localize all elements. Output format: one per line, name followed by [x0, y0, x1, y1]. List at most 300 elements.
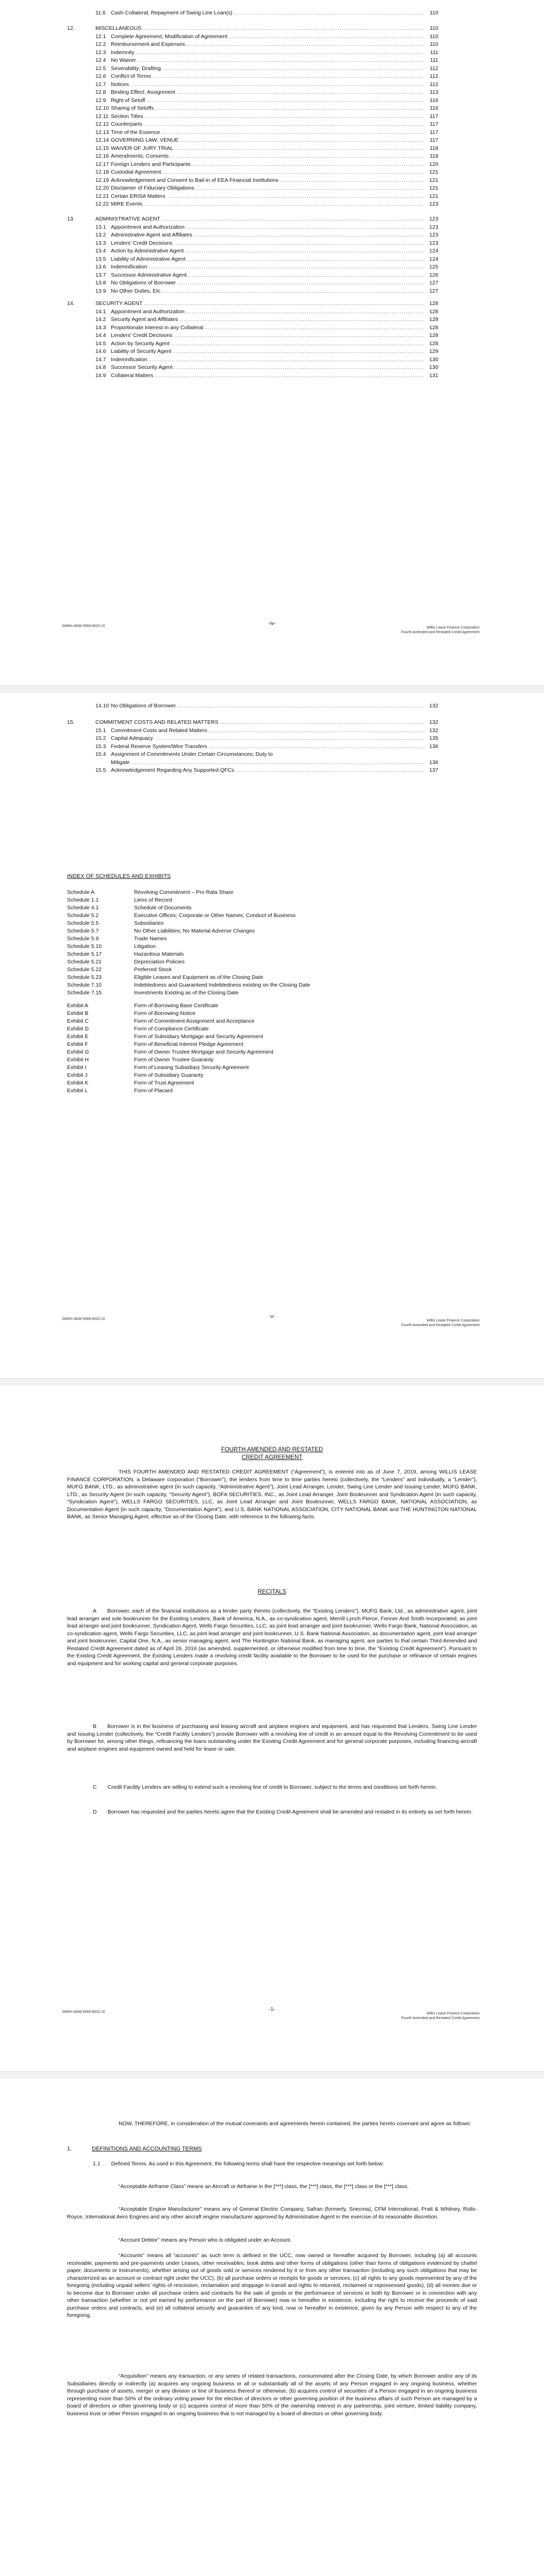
- toc-leader-dots: [111, 49, 424, 57]
- toc-sub-entry: [95, 767, 438, 775]
- toc-entry-title-text: Complete Agreement; Modification of Agreement: [111, 33, 227, 40]
- toc-leader-dots: [95, 25, 424, 33]
- toc-entry-number: 14.4: [95, 332, 106, 338]
- exhibit-row: [67, 1087, 173, 1095]
- toc-sub-entry: [95, 49, 438, 57]
- schedule-row: [67, 912, 295, 920]
- toc-entry-number: 12.20: [95, 185, 109, 191]
- toc-entry-title-text: Proportionate Interest in any Collateral: [111, 324, 204, 331]
- schedule-id: Schedule 7.15: [67, 990, 102, 996]
- toc-entry-page: 126: [428, 272, 438, 280]
- toc-entry-title: [111, 316, 179, 324]
- toc-entry-title: [111, 372, 154, 380]
- toc-entry-page: 128: [428, 316, 438, 324]
- exhibit-row: [67, 1033, 263, 1041]
- schedule-id: Schedule 5.10: [67, 943, 102, 950]
- toc-sub-entry: [95, 316, 438, 324]
- toc-entry-title: [111, 145, 174, 153]
- toc-entry-title: [111, 33, 228, 41]
- toc-sub-entry: [95, 57, 438, 65]
- toc-entry-title-text: Right of Setoff: [111, 97, 145, 104]
- toc-entry-title-text: Indemnification: [111, 264, 147, 270]
- schedule-id: Schedule 5.5: [67, 920, 99, 926]
- toc-entry-number: 14.1: [95, 308, 106, 315]
- toc-entry-title-text: Counterparts: [111, 121, 142, 127]
- toc-entry-title-text: Appointment and Authorization: [111, 308, 185, 315]
- toc-entry-title-text: Sharing of Setoffs: [111, 105, 154, 111]
- exhibit-id: Exhibit I: [67, 1064, 87, 1071]
- agreement-page-1: [0, 1386, 544, 2072]
- toc-entry-title: [111, 759, 131, 767]
- toc-top-entry: [95, 9, 438, 18]
- toc-entry-page: 128: [428, 324, 438, 332]
- toc-section-page: 132: [428, 719, 438, 727]
- schedule-row: [67, 958, 185, 966]
- toc-sub-entry: [95, 200, 438, 209]
- toc-leader-dots: [111, 57, 424, 65]
- exhibit-description: Form of Borrowing Notice: [134, 1010, 196, 1016]
- toc-entry-page: 117: [428, 113, 438, 121]
- toc-sub-entry: [95, 224, 438, 232]
- toc-sub-entry: [95, 340, 438, 348]
- toc-page-v: [0, 693, 544, 1379]
- toc-entry-title: [111, 161, 192, 169]
- toc-entry-title: [111, 256, 187, 264]
- toc-entry-title: [111, 272, 188, 280]
- toc-sub-entry: [95, 272, 438, 280]
- toc-section-title: [95, 719, 220, 727]
- def-accounts: “Accounts” means all “accounts” as such term is defined in the UCC, now owned or hereafter acquired by Borrower, including (a) all accounts receivable, payments and pre-payments under Leases, other receivables, book debts and other forms of obligations (other than forms of obligations evidenced by chattel paper, documents or instruments), whether arising out of goods sold or services rendered by it or from any other transaction (including any such obligations that may be characterized as an account or contract right under the UCC), (b) all purchase orders or receipts for goods or services, (c) all rights to any goods represented by any of the foregoing (including unpaid sellers’ rights of rescission, reclamation and stoppage in transit and rights to returned, reclaimed or repossessed goods), (d) all monies due or to become due to Borrower under all purchase orders and contracts for the sale of goods or the performance of services or both by Borrower or in connection with any other transaction (whether or not yet earned by performance on the part of Borrower) now or hereafter in existence, including the right to receive the proceeds of said purchase orders and contracts, and (e) all collateral security and guaranties of any kind, now or hereafter in existence, given by any Person with respect to any of the foregoing.: [67, 2252, 477, 2318]
- toc-sub-entry: [95, 145, 438, 153]
- toc-entry-title: [111, 121, 143, 129]
- recital-d: D Borrower has requested and the parties hereto agree that the Existing Credit Agreement shall be amended and restated in its entirety as set forth herein.: [93, 1809, 473, 1815]
- schedule-description: Indebtedness and Guaranteed Indebtedness existing on the Closing Date: [134, 982, 310, 988]
- toc-entry-number: 12.5: [95, 65, 106, 72]
- toc-leader-dots: [111, 759, 424, 767]
- toc-entry-number: 12.9: [95, 97, 106, 104]
- toc-entry-number: 12.15: [95, 145, 109, 151]
- toc-entry-title-text: Cash Collateral; Repayment of Swing Line Loan(s): [111, 10, 233, 16]
- toc-entry-title: [111, 743, 208, 751]
- toc-entry-title: [111, 727, 208, 735]
- article-heading: [67, 2146, 202, 2152]
- toc-leader-dots: [111, 356, 424, 364]
- toc-entry-title-text: Custodial Agreement: [111, 169, 161, 175]
- toc-sub-entry: [95, 279, 438, 287]
- toc-sub-block: [95, 727, 438, 775]
- toc-entry-title: [111, 702, 177, 710]
- toc-sub-entry: [95, 743, 438, 751]
- toc-leader-dots: [111, 121, 424, 129]
- exhibit-row: [67, 1010, 195, 1018]
- toc-entry-title: [111, 65, 162, 73]
- toc-sub-entry: [95, 193, 438, 201]
- toc-entry-title: [111, 231, 193, 240]
- toc-entry-title: [111, 200, 143, 209]
- toc-sub-entry: [95, 231, 438, 240]
- toc-entry-title-text: No Obligations of Borrower: [111, 280, 176, 286]
- toc-entry-page: 136: [428, 759, 438, 767]
- toc-entry-title-text: Lenders' Credit Decisions: [111, 332, 173, 338]
- toc-entry-page: 117: [428, 129, 438, 137]
- toc-sub-entry: [95, 240, 438, 248]
- toc-entry-number: 12.22: [95, 201, 109, 207]
- toc-entry-title: [111, 279, 177, 287]
- exhibit-id: Exhibit A: [67, 1003, 88, 1009]
- toc-sub-entry: [95, 89, 438, 97]
- toc-sub-entry: [95, 129, 438, 137]
- schedule-id: Schedule 5.7: [67, 928, 99, 934]
- agreement-page-2: [0, 2079, 544, 2576]
- toc-sub-entry: [95, 121, 438, 129]
- toc-sub-entry: [95, 348, 438, 356]
- toc-entry-title-text: Liability of Security Agent: [111, 348, 172, 354]
- article-number: 1.: [67, 2146, 72, 2152]
- schedule-id: Schedule 5.22: [67, 967, 102, 973]
- toc-entry-number: 13.3: [95, 240, 106, 246]
- toc-sub-entry: [95, 751, 438, 759]
- page-number: -1-: [269, 2007, 275, 2012]
- toc-entry-page: 116: [428, 105, 438, 113]
- toc-entry-page: 123: [428, 231, 438, 240]
- schedule-id: Schedule 4.1: [67, 905, 99, 911]
- exhibit-row: [67, 1079, 194, 1087]
- toc-sub-entry: [95, 256, 438, 264]
- toc-section-title-text: MISCELLANEOUS: [95, 25, 142, 31]
- toc-sub-entry: [95, 168, 438, 177]
- toc-entry-title-text: Severability; Drafting: [111, 65, 161, 72]
- agreement-title-2: CREDIT AGREEMENT: [241, 1454, 303, 1461]
- toc-entry-page: 121: [428, 168, 438, 177]
- schedule-id: Schedule 5.17: [67, 951, 102, 957]
- toc-section-heading: [67, 25, 438, 33]
- toc-entry-page: 135: [428, 735, 438, 743]
- toc-entry-number: 14.9: [95, 372, 106, 379]
- toc-entry-page: 118: [428, 145, 438, 153]
- toc-entry-number: 12.6: [95, 73, 106, 79]
- toc-entry-title-text: Capital Adequacy: [111, 735, 153, 741]
- article-title: DEFINITIONS AND ACCOUNTING TERMS: [92, 2146, 202, 2152]
- schedule-row: [67, 974, 263, 981]
- toc-entry-number: 15.5: [95, 767, 106, 773]
- toc-entry-title-text: Administrative Agent and Affiliates: [111, 232, 192, 238]
- toc-sub-entry: [95, 177, 438, 185]
- toc-entry-page: 112: [428, 81, 438, 89]
- toc-entry-title-text: Indemnity: [111, 49, 135, 56]
- toc-entry-page: 116: [428, 97, 438, 105]
- def-acceptable-engine-manufacturer: “Acceptable Engine Manufacturer” means any of General Electric Company, Safran (formerly, Snecma), CFM International, Pratt & Whitney, Rolls-Royce, International Aero Engines and any other aircraft engine manufacturer approved by Administrative Agent in the exercise of its reasonable discretion.: [67, 2206, 477, 2220]
- toc-entry-title-text: Security Agent and Affiliates: [111, 316, 178, 323]
- toc-entry-title: [111, 263, 149, 272]
- schedule-description: Revolving Commitment – Pro Rata Share: [134, 889, 234, 895]
- exhibit-description: Form of Subsidiary Mortgage and Security Agreement: [134, 1033, 263, 1040]
- toc-entry-title: [111, 735, 154, 743]
- toc-entry-title-text: Indemnification: [111, 356, 147, 363]
- exhibit-row: [67, 1002, 218, 1010]
- toc-entry-title-text: Disclaimer of Fiduciary Obligations: [111, 185, 194, 191]
- toc-entry-title: [111, 364, 174, 372]
- toc-entry-number: 13.6: [95, 264, 106, 270]
- toc-entry-page: 124: [428, 256, 438, 264]
- toc-entry-number: 14.6: [95, 348, 106, 354]
- toc-sub-block: [95, 308, 438, 380]
- toc-entry-number: 14.2: [95, 316, 106, 323]
- toc-entry-number: 12.18: [95, 169, 109, 175]
- toc-entry-title: [111, 767, 235, 775]
- footer-doc-id: SMRH:4838-5569-8020.10: [62, 1317, 105, 1321]
- toc-sub-entry: [95, 324, 438, 332]
- schedule-description: Subsidiaries: [134, 920, 164, 926]
- schedule-id: Schedule 1.1: [67, 897, 99, 903]
- toc-entry-number: 14.8: [95, 364, 106, 370]
- toc-section-page: 123: [428, 215, 438, 224]
- schedule-id: Schedule 5.2: [67, 912, 99, 919]
- schedule-id: Schedule 5.23: [67, 974, 102, 980]
- toc-entry-title-text: No Waiver: [111, 57, 136, 63]
- toc-entry-title-text: Acknowledgement and Consent to Bail-in of EEA Financial Institutions: [111, 177, 279, 183]
- toc-section-title-text: COMMITMENT COSTS AND RELATED MATTERS: [95, 719, 219, 725]
- exhibit-row: [67, 1025, 209, 1033]
- toc-section-title-text: SECURITY AGENT: [95, 300, 143, 307]
- exhibit-row: [67, 1048, 273, 1056]
- schedule-description: Trade Names: [134, 936, 167, 942]
- toc-entry-title-text: Successor Security Agent: [111, 364, 173, 370]
- toc-entry-page: 118: [428, 152, 438, 161]
- toc-entry-title: [111, 224, 186, 232]
- recitals-title: RECITALS: [257, 1589, 287, 1595]
- toc-leader-dots: [111, 200, 424, 209]
- toc-entry-page: 132: [428, 702, 438, 710]
- toc-entry-title: [111, 137, 179, 145]
- toc-entry-title-text: Federal Reserve System/Wire Transfers: [111, 743, 207, 750]
- exhibit-id: Exhibit D: [67, 1026, 89, 1032]
- toc-sub-entry: [95, 73, 438, 81]
- toc-entry-title: [111, 152, 170, 161]
- exhibit-description: Form of Subsidiary Guaranty: [134, 1072, 204, 1078]
- page-number: -iv-: [268, 621, 276, 626]
- exhibit-row: [67, 1018, 254, 1025]
- toc-entry-title-text: WAIVER OF JURY TRIAL: [111, 145, 173, 151]
- toc-section-number: 13.: [67, 216, 75, 222]
- footer-company: Willis Lease Finance Corporation Fourth Amended and Restated Credit Agreement: [401, 626, 480, 634]
- toc-leader-dots: [111, 81, 424, 89]
- toc-entry-number: 12.17: [95, 161, 109, 167]
- toc-entry-number: 12.4: [95, 57, 106, 63]
- toc-section-heading: [67, 300, 438, 308]
- page-number: -v-: [269, 1314, 275, 1319]
- now-therefore-paragraph: NOW, THEREFORE, in consideration of the mutual covenants and agreements herein contained, the parties hereto covenant and agree as follows:: [119, 2121, 471, 2127]
- schedule-row: [67, 981, 310, 989]
- toc-entry-page: 128: [428, 308, 438, 316]
- toc-entry-title-text: Conflict of Terms: [111, 73, 151, 79]
- toc-entry-title: [111, 129, 161, 137]
- schedule-row: [67, 904, 191, 912]
- toc-entry-number: 13.5: [95, 256, 106, 262]
- def-acceptable-airframe-class: “Acceptable Airframe Class” means an Aircraft or Airframe in the [***] class, the [***] class, the [***] class or the [***] class.: [119, 2183, 409, 2190]
- toc-entry-number: 14.5: [95, 340, 106, 347]
- schedule-id: Schedule A: [67, 889, 95, 895]
- toc-entry-title: [111, 89, 176, 97]
- schedule-row: [67, 943, 156, 951]
- exhibit-description: Form of Leasing Subsidiary Security Agreement: [134, 1064, 249, 1071]
- def-account-debtor: “Account Debtor” means any Person who is obligated under an Account.: [119, 2237, 292, 2243]
- toc-entry-title: [111, 193, 167, 201]
- toc-entry-title: Assignment of Commitments Under Certain Circumstances; Duty to: [111, 751, 273, 757]
- toc-entry-number: 12.10: [95, 105, 109, 111]
- toc-sub-block: [95, 224, 438, 296]
- toc-entry-number: 11.6: [95, 10, 106, 16]
- schedule-row: [67, 920, 163, 927]
- toc-section-number: 15.: [67, 719, 75, 725]
- toc-entry-title-text: Notices: [111, 81, 129, 88]
- toc-entry-title-text: GOVERNING LAW; VENUE: [111, 137, 179, 143]
- toc-entry-number: 13.1: [95, 224, 106, 230]
- toc-entry-title-text: Action by Security Agent: [111, 340, 170, 347]
- exhibit-row: [67, 1041, 243, 1048]
- toc-entry-title-text: Liability of Administrative Agent: [111, 256, 186, 262]
- toc-entry-number: 15.4: [95, 751, 106, 757]
- toc-section-page: 110: [428, 25, 438, 33]
- toc-entry-page: 117: [428, 137, 438, 145]
- toc-entry-number: 12.16: [95, 153, 109, 159]
- toc-entry-number: 12.11: [95, 113, 109, 120]
- exhibit-description: Form of Placard: [134, 1088, 173, 1094]
- toc-entry-number: 13.9: [95, 287, 106, 294]
- toc-section-title: [95, 215, 161, 224]
- toc-sub-entry: [95, 184, 438, 193]
- toc-leader-dots: [95, 300, 424, 308]
- toc-entry-title: [111, 324, 204, 332]
- toc-entry-page: 130: [428, 356, 438, 364]
- toc-entry-number: 12.8: [95, 89, 106, 95]
- defined-terms-paragraph: 1.1 Defined Terms. As used in this Agreement, the following terms shall have the respective meanings set forth below:: [93, 2161, 384, 2167]
- exhibit-id: Exhibit J: [67, 1072, 88, 1078]
- toc-entry-title-text: Binding Effect; Assignment: [111, 89, 175, 95]
- toc-leader-dots: [111, 113, 424, 121]
- toc-entry-page: 121: [428, 184, 438, 193]
- toc-entry-title: [111, 332, 173, 340]
- toc-sub-entry: [95, 372, 438, 380]
- toc-entry-page: 136: [428, 743, 438, 751]
- toc-entry-number: 14.10: [95, 703, 109, 709]
- toc-entry-page: 130: [428, 364, 438, 372]
- toc-section-number: 14.: [67, 300, 75, 307]
- toc-entry-page: 110: [428, 9, 438, 18]
- schedule-id: Schedule 5.21: [67, 959, 102, 965]
- toc-entry-number: 12.14: [95, 137, 109, 143]
- toc-entry-title-text: Time of the Essence: [111, 129, 160, 135]
- toc-section-page: 128: [428, 300, 438, 308]
- schedule-row: [67, 966, 172, 974]
- schedule-row: [67, 935, 167, 943]
- toc-section-number: 12.: [67, 25, 75, 31]
- toc-sub-entry: [95, 33, 438, 41]
- toc-entry-title: [111, 113, 144, 121]
- toc-sub-entry: [95, 65, 438, 73]
- exhibit-description: Form of Borrowing Base Certificate: [134, 1003, 219, 1009]
- toc-entry-page: 128: [428, 340, 438, 348]
- toc-entry-title: [111, 247, 185, 256]
- toc-entry-title: [111, 168, 162, 177]
- toc-entry-page: 121: [428, 193, 438, 201]
- schedule-row: [67, 951, 184, 958]
- toc-entry-page: 112: [428, 65, 438, 73]
- schedule-description: Schedule of Documents: [134, 905, 192, 911]
- exhibit-id: Exhibit L: [67, 1088, 88, 1094]
- toc-entry-number: 12.21: [95, 193, 109, 199]
- exhibit-id: Exhibit B: [67, 1010, 89, 1016]
- toc-entry-page: 111: [429, 49, 438, 57]
- toc-entry-title: [111, 348, 172, 356]
- exhibit-id: Exhibit E: [67, 1033, 89, 1040]
- schedule-description: Preferred Stock: [134, 967, 172, 973]
- toc-entry-title-text: Appointment and Authorization: [111, 224, 185, 230]
- toc-entry-title: [111, 105, 155, 113]
- schedule-description: No Other Liabilities; No Material Adverse Changes: [134, 928, 255, 934]
- footer-doc-id: SMRH:4838-5569-8020.10: [62, 624, 105, 628]
- exhibit-description: Form of Beneficial Interest Pledge Agreement: [134, 1041, 243, 1047]
- exhibit-id: Exhibit G: [67, 1049, 89, 1055]
- schedule-description: Eligible Leases and Equipment as of the Closing Date: [134, 974, 263, 980]
- schedule-description: Depreciation Policies: [134, 959, 185, 965]
- toc-entry-number: 13.2: [95, 232, 106, 238]
- toc-entry-page: 128: [428, 332, 438, 340]
- toc-section-title: [95, 25, 142, 33]
- toc-entry-title: [111, 177, 279, 185]
- toc-sub-entry: [95, 364, 438, 372]
- toc-sub-block: [95, 33, 438, 209]
- schedule-description: Litigation: [134, 943, 156, 950]
- toc-entry-page: 127: [428, 287, 438, 296]
- toc-entry-page: 123: [428, 240, 438, 248]
- toc-entry-number: 13.4: [95, 248, 106, 254]
- index-title: INDEX OF SCHEDULES AND EXHIBITS: [67, 873, 171, 879]
- toc-entry-number: 12.7: [95, 81, 106, 88]
- toc-entry-title: [111, 308, 186, 316]
- toc-entry-title-text: Lenders' Credit Decisions: [111, 240, 173, 246]
- toc-entry-title: [111, 240, 173, 248]
- exhibit-description: Form of Trust Agreement: [134, 1080, 194, 1086]
- exhibit-row: [67, 1072, 203, 1079]
- toc-entry-title-text: Collateral Matters: [111, 372, 154, 379]
- toc-sub-entry: [95, 137, 438, 145]
- exhibit-row: [67, 1064, 249, 1072]
- toc-entry-number: 15.3: [95, 743, 106, 750]
- toc-entry-title: [111, 81, 130, 89]
- toc-entry-title-text: Section Titles: [111, 113, 143, 120]
- toc-entry-title: [111, 184, 195, 193]
- toc-entry-title: [111, 73, 152, 81]
- toc-entry-title-text: Mitigate: [111, 759, 130, 766]
- exhibit-id: Exhibit F: [67, 1041, 88, 1047]
- toc-sub-entry: [95, 247, 438, 256]
- schedule-description: Executive Offices; Corporate or Other Names; Conduct of Business: [134, 912, 296, 919]
- toc-entry-title-text: No Obligations of Borrower: [111, 703, 176, 709]
- toc-entry-page: 110: [428, 33, 438, 41]
- schedule-description: Hazardous Materials: [134, 951, 184, 957]
- toc-entry-title-text: Certain ERISA Matters: [111, 193, 166, 199]
- toc-leader-dots: [111, 735, 424, 743]
- toc-sub-entry: [95, 105, 438, 113]
- toc-entry-title: [111, 356, 149, 364]
- toc-page-iv: [0, 0, 544, 686]
- def-acquisition: “Acquisition” means any transaction, or any series of related transactions, consummated after the Closing Date, by which Borrower and/or any of its Subsidiaries directly or indirectly (a) acquires any ongoing business or all or substantially all of the assets of any Person engaged in any ongoing business, whether through purchase of assets, merger or any division or line of business thereof or otherwise, (b) acquires control of securities of a Person engaged in an ongoing business representing more than 50% of the ordinary voting power for the election of directors or other governing position of the business affairs of such Person are managed by a board of directors or other governing body or (c) acquires control of more than 50% of the ownership interest in any partnership, joint venture, limited liability company, business trust or other Person engaged in an ongoing business that is not managed by a board of directors or other governing body.: [67, 2373, 477, 2417]
- toc-entry-page: 125: [428, 263, 438, 272]
- toc-entry-title-text: No Other Duties, Etc: [111, 287, 161, 294]
- exhibit-id: Exhibit H: [67, 1057, 89, 1063]
- toc-entry-number: 14.7: [95, 356, 106, 363]
- toc-section-title: [95, 300, 143, 308]
